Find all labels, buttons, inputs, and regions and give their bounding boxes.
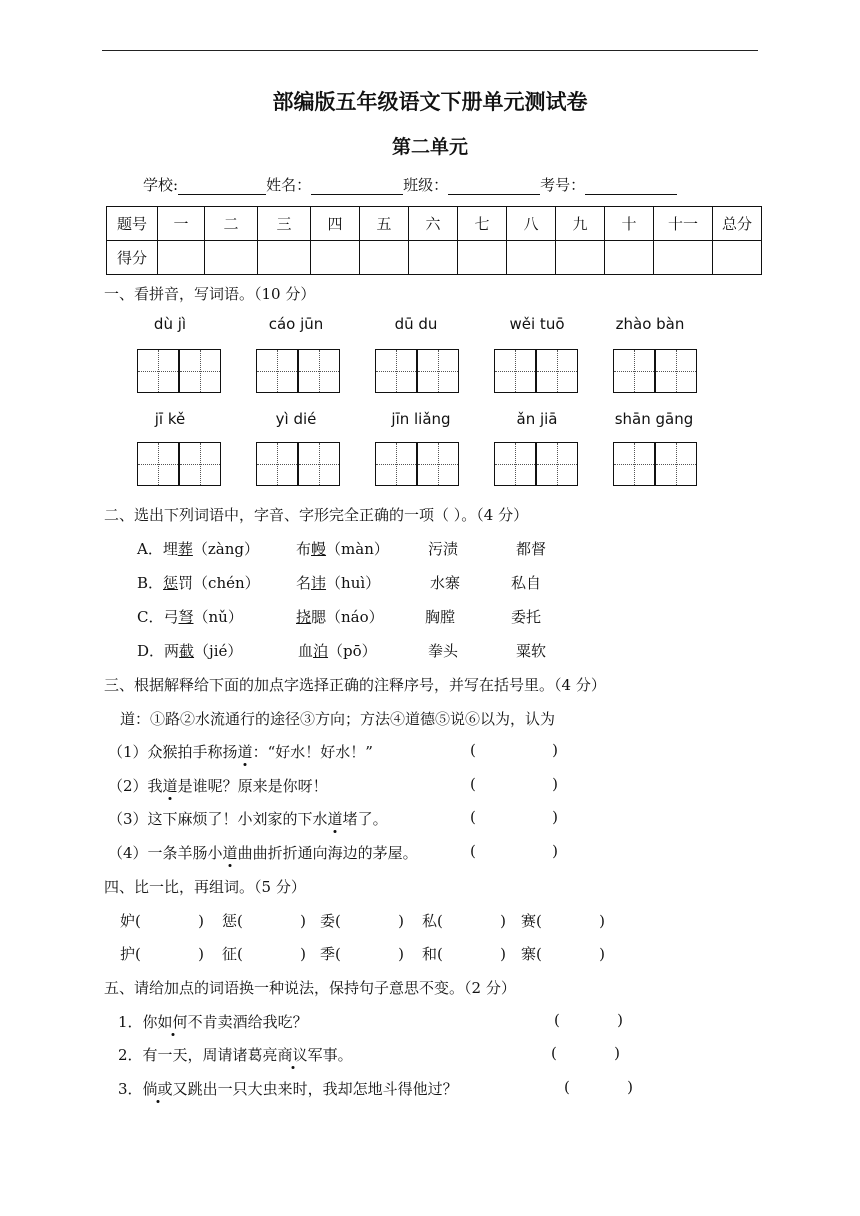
option-word: 拳头 xyxy=(428,642,459,660)
score-table-header-row xyxy=(107,207,762,241)
option-word: 污渍 xyxy=(428,540,459,558)
table-cell: 一 xyxy=(158,207,205,241)
writing-grid-box[interactable] xyxy=(536,442,578,486)
writing-grid-box[interactable] xyxy=(494,349,536,393)
word-group-field[interactable]: 季( ) xyxy=(320,945,404,963)
option-word: 胸膛 xyxy=(425,608,456,626)
table-cell: 十一 xyxy=(654,207,713,241)
class-field[interactable] xyxy=(448,178,540,195)
answer-paren[interactable]: ( ) xyxy=(554,1011,623,1029)
option-text: 布 xyxy=(296,540,312,558)
top-rule xyxy=(102,50,758,51)
pinyin-label: dù jì xyxy=(153,315,187,333)
pinyin-label: jī kě xyxy=(154,410,186,428)
item-text: （2）我 xyxy=(108,777,163,795)
school-label: 学校: xyxy=(143,176,179,194)
underlined-char: 弩 xyxy=(178,608,194,626)
writing-grid-box[interactable] xyxy=(137,442,179,486)
writing-grid-box[interactable] xyxy=(655,349,697,393)
word-group-field[interactable]: 私( ) xyxy=(422,912,506,930)
answer-paren[interactable]: ( ) xyxy=(470,741,558,759)
score-cell[interactable] xyxy=(605,241,654,275)
dotted-word: 如何 xyxy=(157,1013,188,1031)
pinyin-label: ǎn jiā xyxy=(516,410,558,428)
writing-grid-box[interactable] xyxy=(375,349,417,393)
word-group-field[interactable]: 征( ) xyxy=(222,945,306,963)
q2-option-a[interactable] xyxy=(137,538,259,559)
q2-option-b-word2 xyxy=(296,572,380,593)
option-text: A．埋 xyxy=(137,540,178,558)
pinyin-label: wěi tuō xyxy=(509,315,565,333)
option-text: （màn） xyxy=(326,540,389,558)
q2-option-c[interactable] xyxy=(137,606,243,627)
writing-grid-box[interactable] xyxy=(417,349,459,393)
score-cell[interactable] xyxy=(311,241,360,275)
dotted-char: 道 xyxy=(327,810,343,828)
class-label: 班级： xyxy=(403,176,449,194)
item-text: 堵了。 xyxy=(342,810,388,828)
option-text: 罚（chén） xyxy=(178,574,260,592)
score-cell[interactable] xyxy=(556,241,605,275)
score-cell[interactable] xyxy=(360,241,409,275)
answer-paren[interactable]: ( ) xyxy=(470,775,558,793)
score-cell[interactable] xyxy=(654,241,713,275)
option-word: 都督 xyxy=(516,540,547,558)
option-text: 名 xyxy=(296,574,312,592)
item-text: 曲曲折折通向海边的茅屋。 xyxy=(237,844,418,862)
unit-title: 第二单元 xyxy=(391,136,468,158)
dotted-char: 道 xyxy=(222,844,238,862)
option-text: 血 xyxy=(298,642,314,660)
option-text: 腮（náo） xyxy=(311,608,384,626)
dotted-char: 道 xyxy=(162,777,178,795)
score-cell[interactable] xyxy=(409,241,458,275)
table-cell: 九 xyxy=(556,207,605,241)
score-table xyxy=(106,206,762,275)
q4-title: 四、比一比，再组词。（5 分） xyxy=(104,878,306,896)
q2-title: 二、选出下列词语中，字音、字形完全正确的一项（ ）。（4 分） xyxy=(104,506,529,524)
option-text: D．两 xyxy=(137,642,180,660)
q2-option-a-word2 xyxy=(296,538,389,559)
underlined-char: 惩 xyxy=(163,574,179,592)
table-cell: 八 xyxy=(507,207,556,241)
school-field[interactable] xyxy=(178,178,266,195)
writing-grid-box[interactable] xyxy=(417,442,459,486)
writing-grid-box[interactable] xyxy=(613,349,655,393)
option-text: C．弓 xyxy=(137,608,179,626)
option-word: 私自 xyxy=(511,574,542,592)
writing-grid-box[interactable] xyxy=(655,442,697,486)
table-cell: 四 xyxy=(311,207,360,241)
option-text: （zàng） xyxy=(192,540,259,558)
answer-paren[interactable]: ( ) xyxy=(470,808,558,826)
q2-option-d[interactable] xyxy=(137,640,242,661)
answer-paren[interactable]: ( ) xyxy=(551,1044,620,1062)
writing-grid-box[interactable] xyxy=(256,349,298,393)
q2-option-c-word2 xyxy=(296,606,384,627)
table-cell: 总分 xyxy=(713,207,762,241)
option-word: 粟软 xyxy=(516,642,547,660)
q3-item xyxy=(108,775,328,796)
option-text: （jié） xyxy=(194,642,243,660)
word-group-field[interactable]: 和( ) xyxy=(422,945,506,963)
writing-grid-box[interactable] xyxy=(179,442,221,486)
score-cell[interactable] xyxy=(258,241,311,275)
dotted-word: 商议 xyxy=(277,1046,308,1064)
word-group-field[interactable]: 惩( ) xyxy=(222,912,306,930)
q5-item xyxy=(118,1011,308,1032)
q3-item xyxy=(108,808,388,829)
word-group-field[interactable]: 护( ) xyxy=(120,945,204,963)
table-cell: 五 xyxy=(360,207,409,241)
item-text: 是谁呢？原来是你呀！ xyxy=(177,777,328,795)
writing-grid-box[interactable] xyxy=(298,442,340,486)
item-text: ：“好水！好水！” xyxy=(252,743,373,761)
q3-definitions: 道：①路②水流通行的途径③方向；方法④道德⑤说⑥以为，认为 xyxy=(120,710,556,728)
pinyin-label: jīn liǎng xyxy=(391,410,451,428)
pinyin-label: yì dié xyxy=(275,410,317,428)
table-cell: 十 xyxy=(605,207,654,241)
item-text: 不肯卖酒给我吃？ xyxy=(187,1013,308,1031)
item-text: 1．你 xyxy=(118,1013,158,1031)
writing-grid-box[interactable] xyxy=(179,349,221,393)
student-info-line xyxy=(143,174,677,195)
underlined-char: 讳 xyxy=(311,574,327,592)
page-title: 部编版五年级语文下册单元测试卷 xyxy=(272,90,588,114)
answer-paren[interactable]: ( ) xyxy=(470,842,558,860)
underlined-char: 截 xyxy=(179,642,195,660)
table-cell: 六 xyxy=(409,207,458,241)
word-group-field[interactable]: 妒( ) xyxy=(120,912,204,930)
word-group-field[interactable]: 寨( ) xyxy=(521,945,605,963)
writing-grid-box[interactable] xyxy=(298,349,340,393)
score-cell[interactable] xyxy=(507,241,556,275)
writing-grid-box[interactable] xyxy=(375,442,417,486)
score-cell[interactable] xyxy=(713,241,762,275)
option-text: （nǔ） xyxy=(193,608,243,626)
pinyin-label: dū du xyxy=(394,315,438,333)
q5-item xyxy=(118,1044,353,1065)
table-cell: 得分 xyxy=(107,241,158,275)
table-cell: 三 xyxy=(258,207,311,241)
score-cell[interactable] xyxy=(205,241,258,275)
underlined-char: 幔 xyxy=(311,540,327,558)
option-text: （huì） xyxy=(326,574,381,592)
q2-option-b[interactable] xyxy=(137,572,260,593)
writing-grid-box[interactable] xyxy=(494,442,536,486)
writing-grid-box[interactable] xyxy=(613,442,655,486)
option-text: B． xyxy=(137,574,164,592)
table-cell: 七 xyxy=(458,207,507,241)
option-text: （pō） xyxy=(328,642,377,660)
item-text: 2．有一天，周请诸葛亮 xyxy=(118,1046,278,1064)
underlined-char: 葬 xyxy=(177,540,193,558)
underlined-char: 挠 xyxy=(296,608,312,626)
q5-title: 五、请给加点的词语换一种说法，保持句子意思不变。（2 分） xyxy=(104,979,516,997)
writing-grid-box[interactable] xyxy=(256,442,298,486)
item-text: 又跳出一只大虫来时，我却怎地斗得他过？ xyxy=(172,1080,458,1098)
item-text: （1）众猴拍手称扬 xyxy=(108,743,238,761)
item-text: （4）一条羊肠小 xyxy=(108,844,223,862)
q2-option-d-word2 xyxy=(298,640,377,661)
option-word: 水寨 xyxy=(430,574,461,592)
word-group-field[interactable]: 委( ) xyxy=(320,912,404,930)
item-text: 军事。 xyxy=(307,1046,353,1064)
item-text: 3． xyxy=(118,1080,143,1098)
score-cell[interactable] xyxy=(458,241,507,275)
option-word: 委托 xyxy=(511,608,542,626)
answer-paren[interactable]: ( ) xyxy=(564,1078,633,1096)
exam-no-field[interactable] xyxy=(585,178,677,195)
score-cell[interactable] xyxy=(158,241,205,275)
table-cell: 题号 xyxy=(107,207,158,241)
table-cell: 二 xyxy=(205,207,258,241)
q3-title: 三、根据解释给下面的加点字选择正确的注释序号，并写在括号里。（4 分） xyxy=(104,676,606,694)
pinyin-label: cáo jūn xyxy=(268,315,324,333)
underlined-char: 泊 xyxy=(313,642,329,660)
item-text: （3）这下麻烦了！小刘家的下水 xyxy=(108,810,328,828)
exam-no-label: 考号： xyxy=(540,176,586,194)
q3-item xyxy=(108,741,373,762)
q1-title: 一、看拼音，写词语。（10 分） xyxy=(104,285,316,303)
q5-item xyxy=(118,1078,458,1099)
score-table-score-row xyxy=(107,241,762,275)
dotted-char: 道 xyxy=(237,743,253,761)
word-group-field[interactable]: 赛( ) xyxy=(521,912,605,930)
dotted-word: 倘或 xyxy=(142,1080,173,1098)
q3-item xyxy=(108,842,418,863)
writing-grid-box[interactable] xyxy=(137,349,179,393)
writing-grid-box[interactable] xyxy=(536,349,578,393)
pinyin-label: shān gāng xyxy=(614,410,694,428)
name-field[interactable] xyxy=(311,178,403,195)
name-label: 姓名： xyxy=(266,176,312,194)
pinyin-label: zhào bàn xyxy=(615,315,685,333)
